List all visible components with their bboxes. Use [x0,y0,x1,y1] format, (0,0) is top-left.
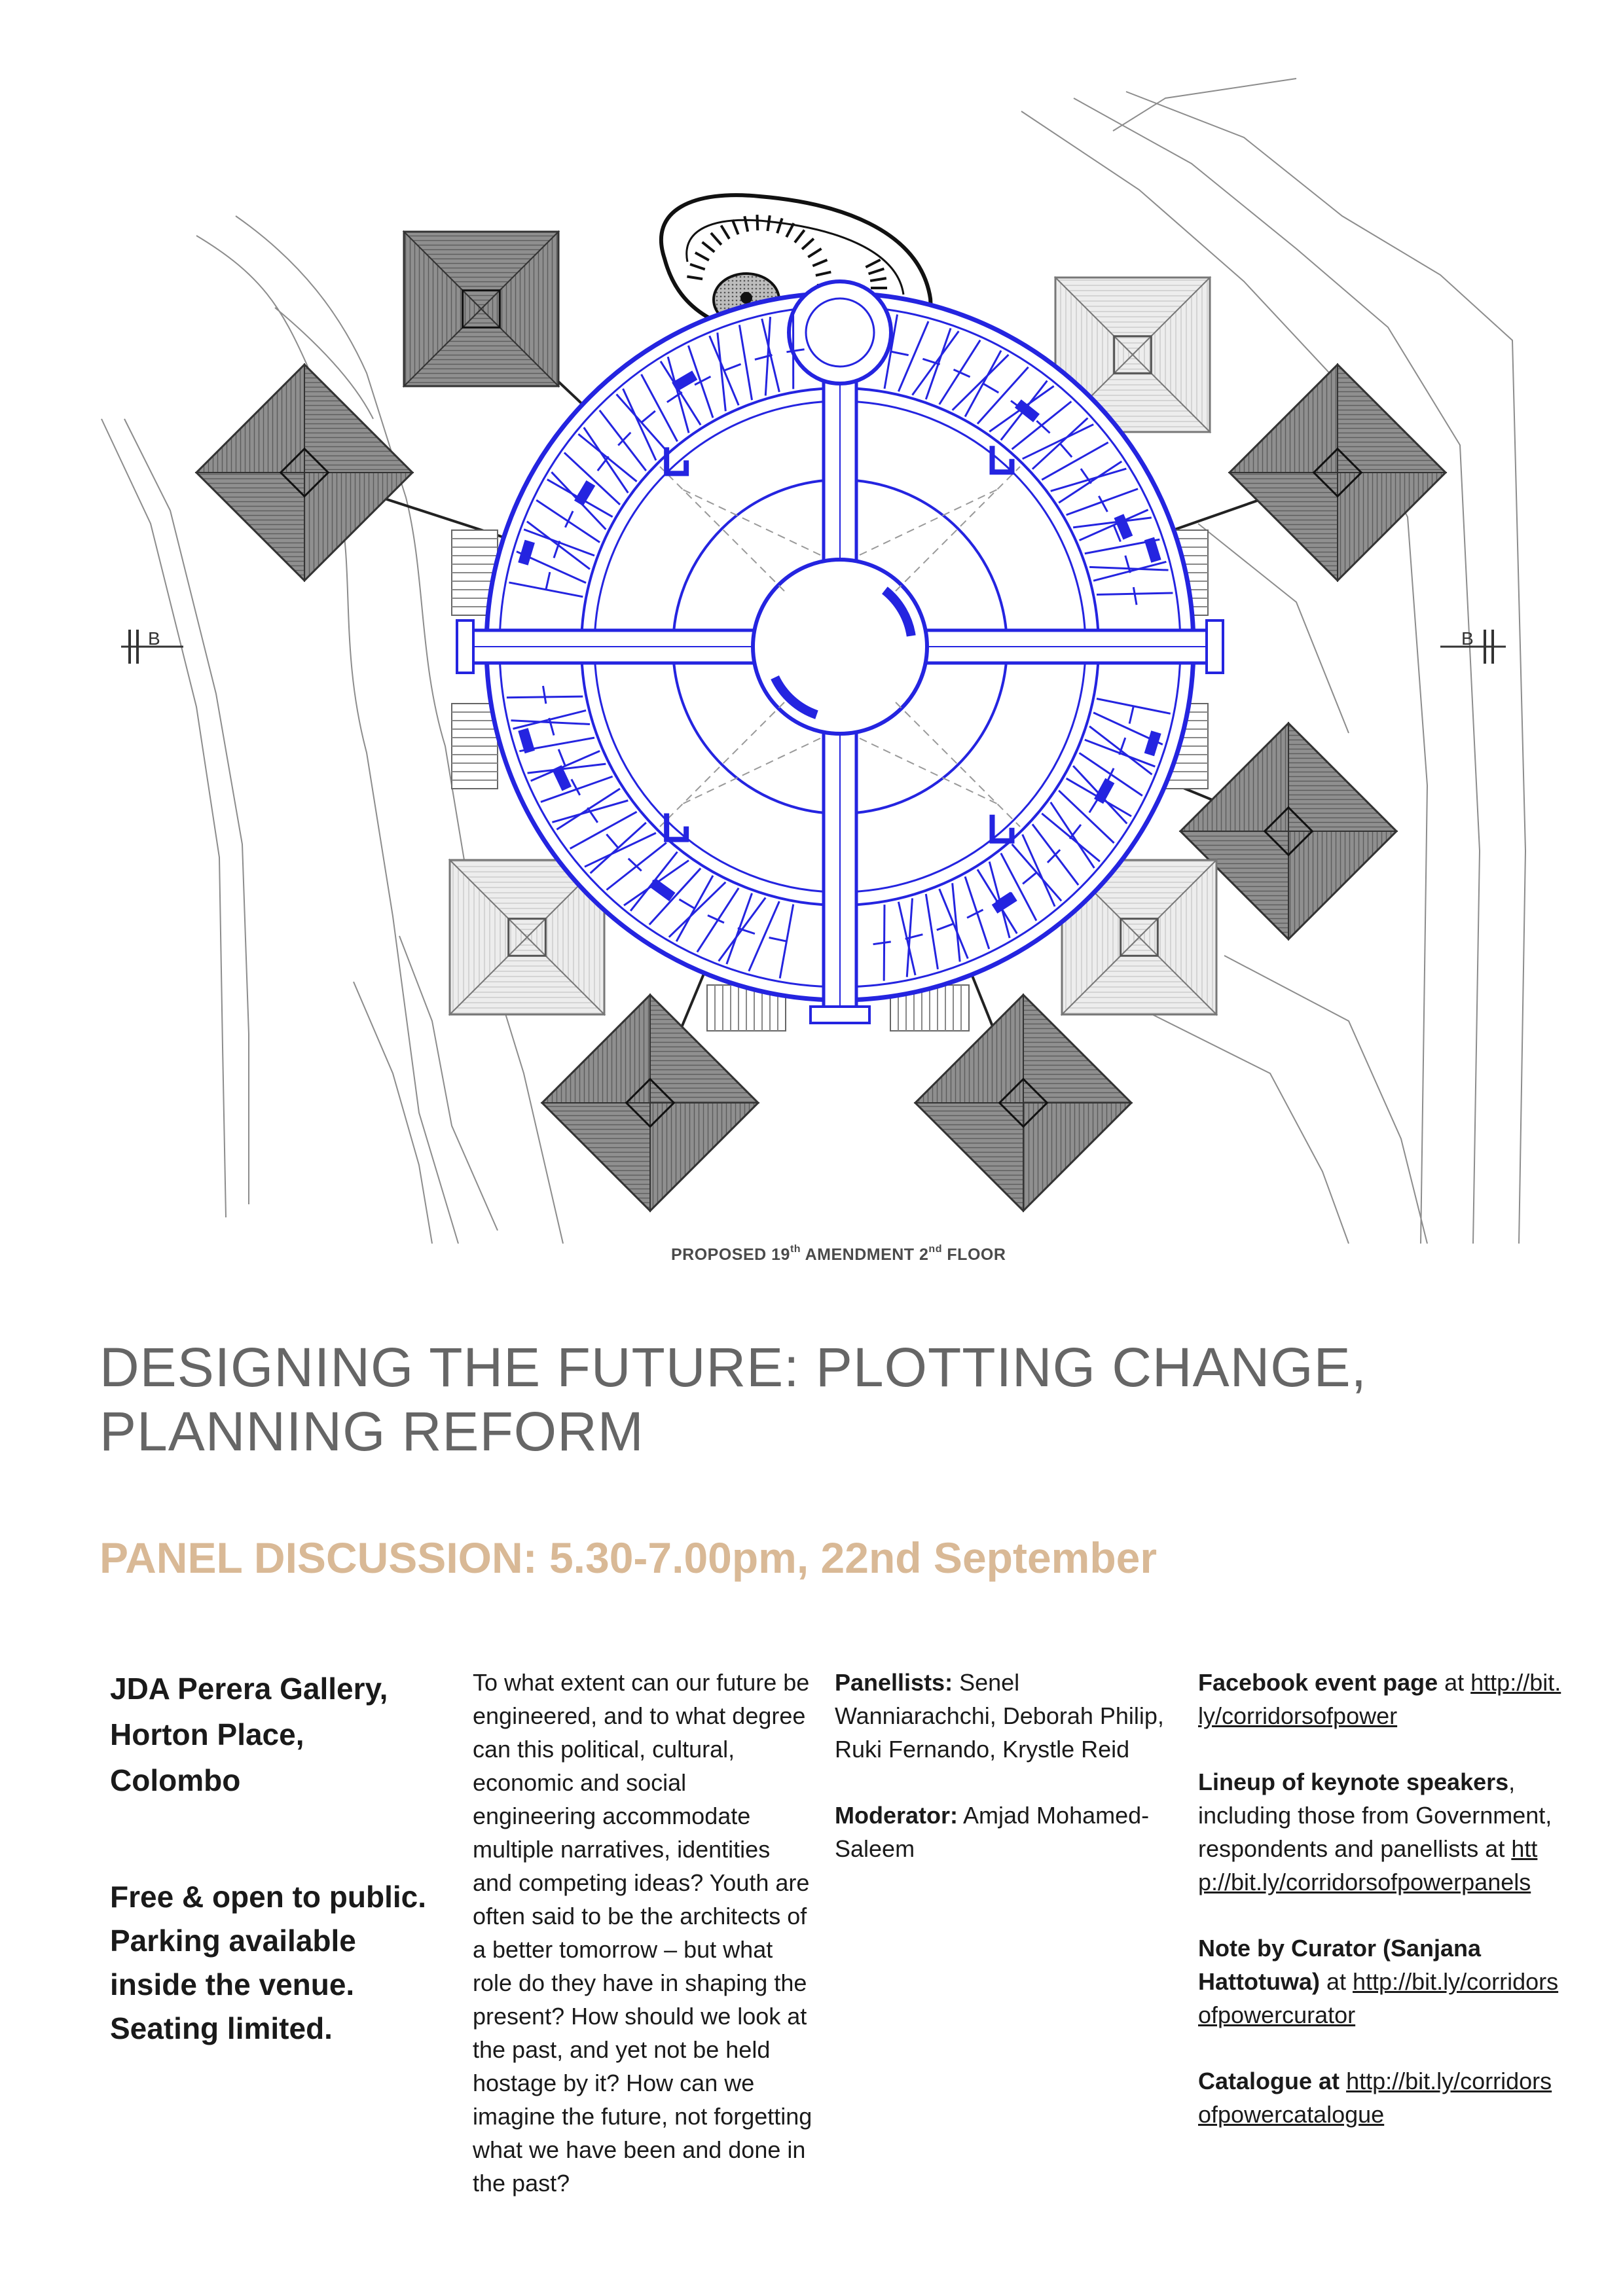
catalogue-link[interactable]: http://bit.ly/corridorsofpowercatalogue [1198,2068,1552,2128]
panel-discussion-time: PANEL DISCUSSION: 5.30-7.00pm, 22nd September [100,1534,1158,1582]
moderator-label: Moderator: [835,1802,958,1829]
lineup-label: Lineup of keynote speakers [1198,1768,1509,1795]
event-description: To what extent can our future be engineered, and to what degree can this political, cultural, economic and social engineering accommodate multiple narratives, identities and competing ideas? Youth are often said to be the architects of a better tomorrow – but what role do they have in shaping the present? How should we look at the past, and yet not be held hostage by it? How can we imagine the future, not forgetting what we have been and done in the past? [473,1669,812,2197]
curator-note-info [1198,1931,1565,2032]
event-title: DESIGNING THE FUTURE: PLOTTING CHANGE, PLANNING REFORM [100,1336,1367,1462]
lineup-link[interactable]: http://bit.ly/corridorsofpowerpanels [1198,1835,1538,1895]
venue-column [110,1666,431,2051]
lineup-desc: , including those from Government, respondents and panellists at [1198,1768,1552,1862]
section-marker-right [1440,628,1506,664]
panellists-names: Senel Wanniarachchi, Deborah Philip, Ruki Fernando, Krystle Reid [835,1669,1164,1763]
panel-column [835,1666,1175,1898]
panellists [835,1666,1175,1766]
facebook-info [1198,1666,1565,1732]
venue-street: Horton Place, [110,1717,304,1751]
admission-info: Free & open to public. Parking available inside the venue. Seating limited. [110,1880,427,2045]
venue-city: Colombo [110,1763,241,1797]
catalogue-space [1340,2068,1346,2094]
moderator-name: Amjad Mohamed-Saleem [835,1802,1150,1862]
panellists-label: Panellists: [835,1669,953,1696]
plan-caption: PROPOSED 19th AMENDMENT 2nd FLOOR [671,1244,1006,1264]
section-marker-left-label: B [148,628,160,649]
curator-note-label: Note by Curator (Sanjana Hattotuwa) [1198,1935,1482,1995]
facebook-label: Facebook event page [1198,1669,1438,1696]
curator-note-link[interactable]: http://bit.ly/corridorsofpowercurator [1198,1968,1559,2028]
description-column [473,1666,813,2200]
curator-note-at: at [1319,1968,1353,1995]
links-column [1198,1666,1565,2164]
catalogue-info [1198,2064,1565,2131]
catalogue-label: Catalogue at [1198,2068,1340,2094]
section-marker-left [121,628,183,664]
venue-name: JDA Perera Gallery, [110,1672,388,1706]
lineup-info [1198,1765,1565,1899]
facebook-at: at [1438,1669,1471,1696]
section-marker-right-label: B [1461,628,1474,649]
facebook-link[interactable]: http://bit.ly/corridorsofpower [1198,1669,1561,1729]
moderator [835,1799,1175,1865]
